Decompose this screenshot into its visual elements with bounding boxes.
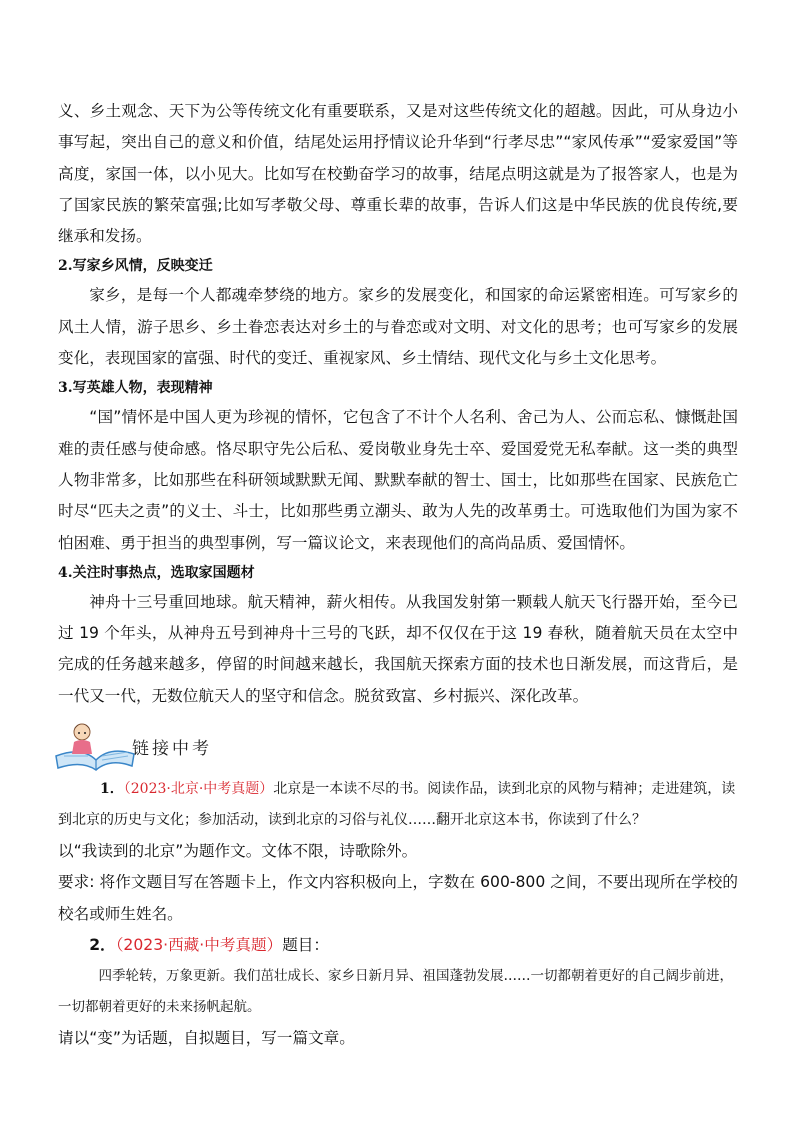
- question-2: [58, 930, 738, 1055]
- question-2-line: [58, 930, 738, 961]
- section-heading-3: 3.写英雄人物，表现精神: [58, 380, 213, 397]
- girl-reading-book-icon: [52, 716, 136, 772]
- question-1-prompt: 北京是一本读不尽的书。阅读作品，读到北京的风物与精神；走进建筑，读到北京的历史与文化；参加活动，读到北京的习俗与礼仪……翻开北京这本书，你读到了什么？: [58, 781, 736, 829]
- section-4-paragraph: 神舟十三号重回地球。航天精神，薪火相传。从我国发射第一颗载人航天飞行器开始，至今已过 19 个年头，从神舟五号到神舟十三号的飞跃，却不仅仅在于这 19 春秋，随着航天员在太空中完成的任务越来越多，停留的时间越来越长，我国航天探索方面的技术也日渐发展，而这背后，是一代又一代，无数位航天人的坚守和信念。脱贫致富、乡村振兴、深化改革。: [58, 592, 738, 705]
- intro-paragraph: 义、乡土观念、天下为公等传统文化有重要联系，又是对这些传统文化的超越。因此，可从身边小事写起，突出自己的意义和价值，结尾处运用抒情议论升华到“行孝尽忠”“家风传承”“爱家爱国”等高度，家国一体，以小见大。比如写在校勤奋学习的故事，结尾点明这就是为了报答家人，也是为了国家民族的繁荣富强;比如写孝敬父母、尊重长辈的故事，告诉人们这是中华民族的优良传统,要继承和发扬。: [58, 102, 738, 246]
- question-1: [58, 774, 738, 930]
- question-2-label: 题目：: [282, 935, 329, 954]
- question-1-line: [58, 774, 738, 836]
- banner-title: 链接中考: [132, 739, 212, 760]
- document-content: [58, 96, 738, 1055]
- question-2-source: （2023·西藏·中考真题）: [115, 935, 283, 954]
- section-2-paragraph: 家乡，是每一个人都魂牵梦绕的地方。家乡的发展变化，和国家的命运紧密相连。可写家乡的风土人情，游子思乡、乡土眷恋表达对乡土的与眷恋或对文明、对文化的思考；也可写家乡的发展变化，表现国家的富强、时代的变迁、重视家风、乡土情结、现代文化与乡土文化思考。: [58, 286, 738, 368]
- question-2-number: 2．: [89, 935, 116, 954]
- question-2-prompt: 四季轮转，万象更新。我们茁壮成长、家乡日新月异、祖国蓬勃发展……一切都朝着更好的自己阔步前进，一切都朝着更好的未来扬帆起航。: [58, 968, 733, 1016]
- question-1-source: （2023·北京·中考真题）: [123, 781, 274, 798]
- question-1-task: 以“我读到的北京”为题作文。文体不限，诗歌除外。: [58, 842, 418, 861]
- question-1-requirement: 要求: 将作文题目写在答题卡上，作文内容积极向上，字数在 600-800 之间，不要出现所在学校的校名或师生姓名。: [58, 873, 738, 923]
- link-exam-banner: [52, 716, 738, 772]
- section-3-paragraph: “国”情怀是中国人更为珍视的情怀，它包含了不计个人名利、舍己为人、公而忘私、慷慨赴国难的责任感与使命感。恪尽职守先公后私、爱岗敬业身先士卒、爱国爱党无私奉献。这一类的典型人物非常多，比如那些在科研领域默默无闻、默默奉献的智士、国士，比如那些在国家、民族危亡时尽“匹夫之责”的义士、斗士，比如那些勇立潮头、敢为人先的改革勇士。可选取他们为国为家不怕困难、勇于担当的典型事例，写一篇议论文，来表现他们的高尚品质、爱国情怀。: [58, 408, 738, 552]
- section-heading-2: 2.写家乡风情，反映变迁: [58, 258, 213, 275]
- section-heading-4: 4.关注时事热点，选取家国题材: [58, 564, 255, 581]
- question-1-number: 1．: [100, 781, 124, 798]
- question-2-task: 请以“变”为话题，自拟题目，写一篇文章。: [58, 1029, 355, 1048]
